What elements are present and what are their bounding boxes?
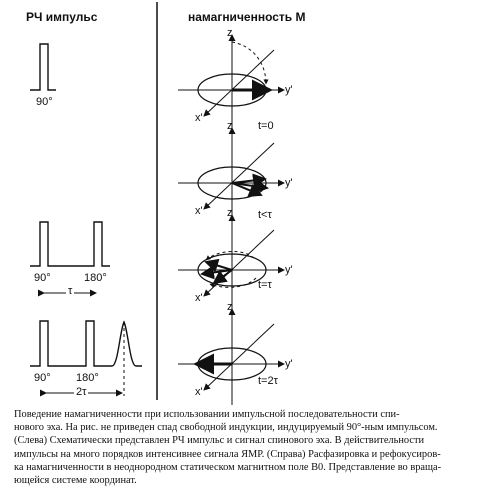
y-axis-label: y' xyxy=(285,264,293,276)
tau-label: τ xyxy=(68,285,73,297)
time-label: t=τ xyxy=(258,279,272,291)
pulse-sequence-echo xyxy=(30,321,142,366)
x-axis-label: x' xyxy=(195,112,203,124)
pulse-label-90: 90° xyxy=(34,272,51,284)
x-axis-label: x' xyxy=(195,292,203,304)
pulse-sequence-90-180 xyxy=(30,222,110,266)
caption-line: ка намагниченности в неоднородном статическом магнитном поле B0. Представление во враща- xyxy=(14,461,442,473)
pulse-label-90: 90° xyxy=(34,372,51,384)
pulse-sequence-90 xyxy=(30,44,56,90)
caption-line: (Слева) Схематически представлен РЧ импульс и сигнал спинового эха. В действительности xyxy=(14,435,425,447)
y-axis-label: y' xyxy=(285,358,293,370)
right-column-title: намагниченность М xyxy=(188,10,306,24)
z-axis-label: z xyxy=(227,120,233,132)
x-axis-label: x' xyxy=(195,386,203,398)
left-column-title: РЧ импульс xyxy=(26,10,98,24)
magnetization-diagram-t0 xyxy=(178,35,284,132)
caption-line: Поведение намагниченности при использовании импульсной последовательности спи- xyxy=(14,409,400,420)
time-label: t<τ xyxy=(258,209,272,221)
magnetization-diagram-t-2tau xyxy=(178,309,284,405)
time-label: t=2τ xyxy=(258,375,278,387)
pulse-label-90: 90° xyxy=(36,96,53,108)
y-axis-label: y' xyxy=(285,84,293,96)
y-axis-label: y' xyxy=(285,177,293,189)
z-axis-label: z xyxy=(227,27,233,39)
z-axis-label: z xyxy=(227,207,233,219)
x-axis-label: x' xyxy=(195,205,203,217)
caption-line: нового эха. На рис. не приведен спад свободной индукции, индуцируемый 90°-ным импульсом. xyxy=(14,422,438,434)
caption-line: ющейся системе координат. xyxy=(14,475,137,487)
figure-caption xyxy=(14,408,470,487)
caption-line: импульсы на много порядков интенсивнее сигнала ЯМР. (Справа) Расфазировка и рефокусиров- xyxy=(14,448,441,460)
pulse-label-180: 180° xyxy=(76,372,99,384)
magnetization-diagram-t-tau xyxy=(178,215,284,312)
z-axis-label: z xyxy=(227,301,233,313)
two-tau-label: 2τ xyxy=(76,386,87,398)
time-label: t=0 xyxy=(258,120,274,132)
pulse-label-180: 180° xyxy=(84,272,107,284)
